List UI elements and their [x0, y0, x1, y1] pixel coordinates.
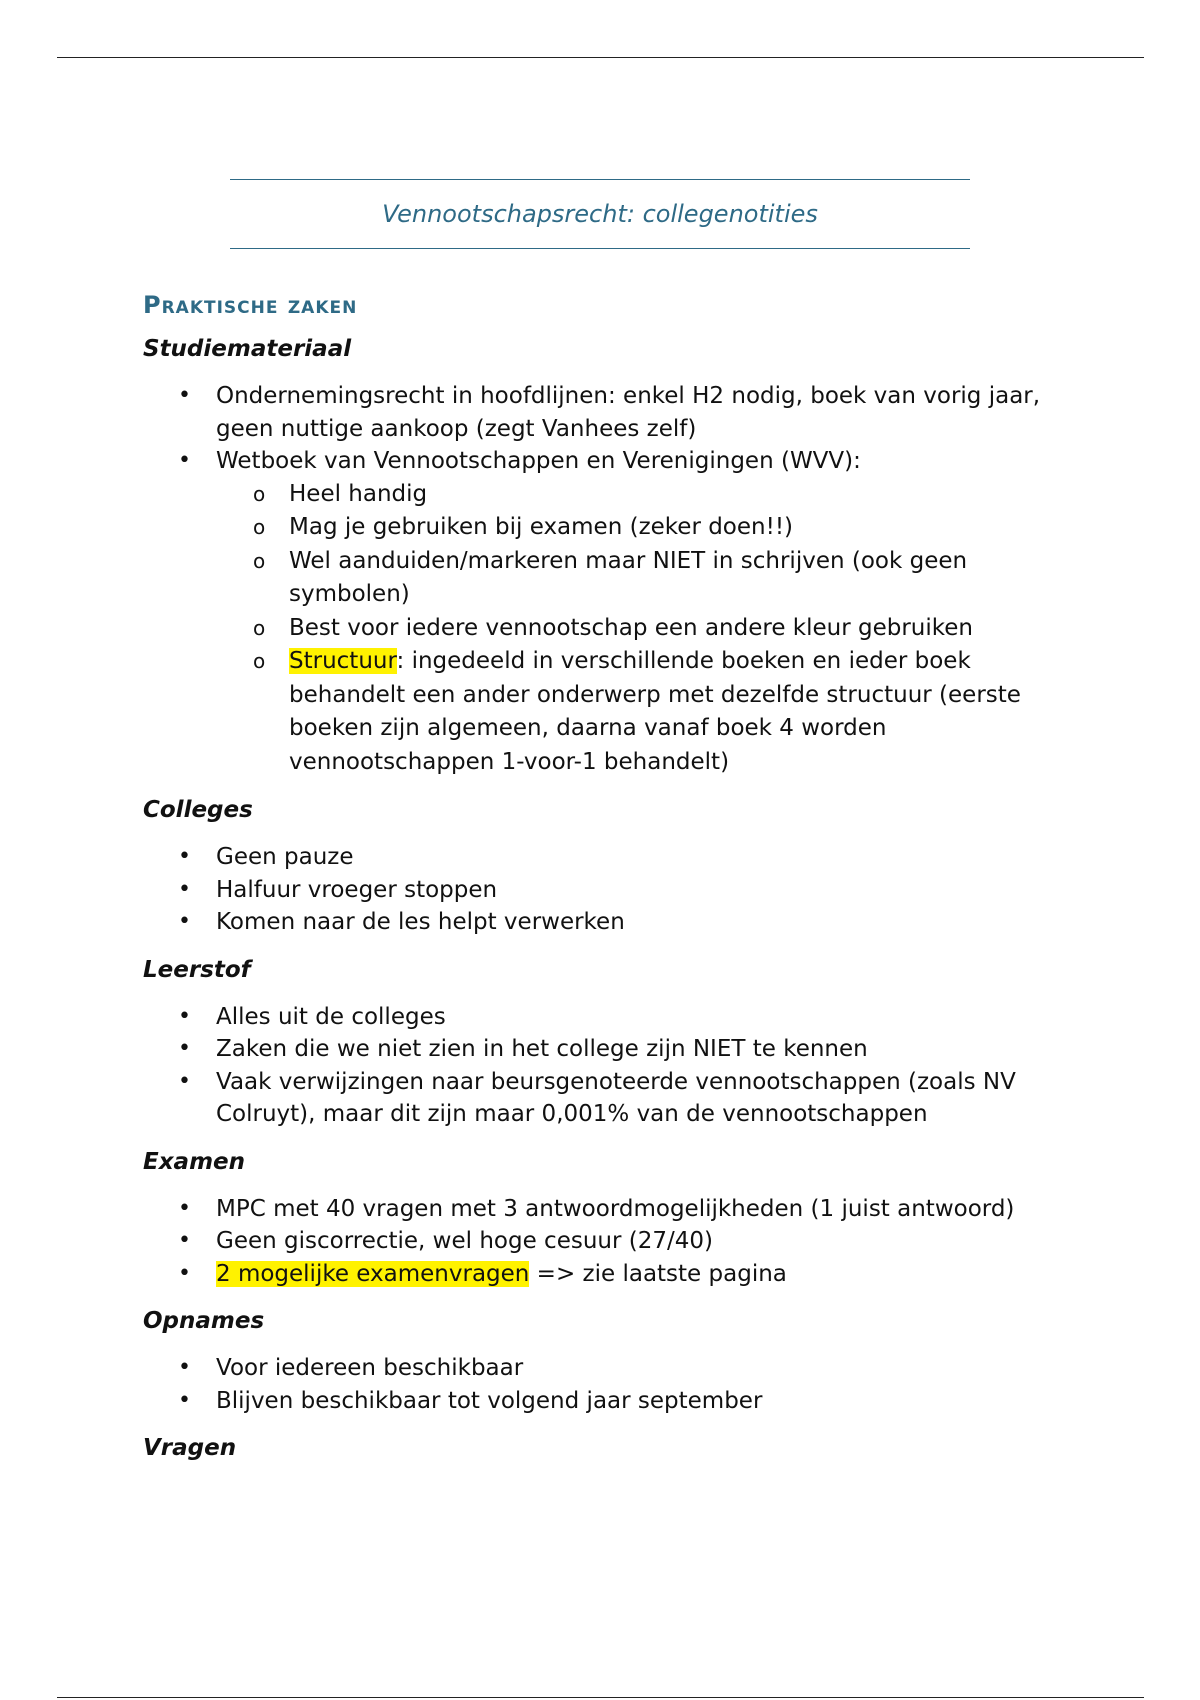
sub-list-item: o Wel aanduiden/markeren maar NIET in schrijven (ook geen symbolen)	[216, 545, 1083, 612]
subsection-heading-opnames: Opnames	[143, 1308, 265, 1334]
list-item: • Zaken die we niet zien in het college zijn NIET te kennen	[143, 1033, 1083, 1066]
document-content	[143, 288, 1083, 1479]
subsection-heading-examen: Examen	[143, 1148, 246, 1175]
subsection-heading-vragen: Vragen	[143, 1435, 237, 1461]
section-heading: Praktische zaken	[143, 291, 358, 319]
sub-list-item: o Structuur: ingedeeld in verschillende boeken en ieder boek behandelt een ander onderwerp met dezelfde structuur (eerste boeken zijn algemeen, daarna vanaf boek 4 worden vennootschappen 1-voor-1 behandelt)	[216, 645, 1083, 779]
list-item: • Wetboek van Vennootschappen en Verenigingen (WVV): o Heel handig o Mag je gebruiken bij examen (zeker doen!!) o Wel aanduiden/markeren maar NIET in schrijven (ook geen symbolen) o Best voor iedere vennootschap een andere kleur gebruiken o Structuur: ingedeeld in verschillende boeken en ieder boek behandelt een ander onderwerp met dezelfde structuur (eerste boeken zijn algemeen, daarna vanaf boek 4 worden vennootschappen 1-voor-1 behandelt)	[143, 445, 1083, 779]
list-item: • Geen pauze	[143, 841, 1083, 874]
title-upper-rule	[230, 179, 970, 180]
list-item: • Alles uit de colleges	[143, 1001, 1083, 1034]
list-item: • Blijven beschikbaar tot volgend jaar september	[143, 1385, 1083, 1418]
list-item: • Vaak verwijzingen naar beursgenoteerde vennootschappen (zoals NV Colruyt), maar dit zijn maar 0,001% van de vennootschappen	[143, 1066, 1083, 1131]
subsection-heading-colleges: Colleges	[143, 797, 253, 823]
list-item: • Voor iedereen beschikbaar	[143, 1352, 1083, 1385]
list-item: • Ondernemingsrecht in hoofdlijnen: enkel H2 nodig, boek van vorig jaar, geen nuttige aankoop (zegt Vanhees zelf)	[143, 380, 1083, 445]
subsection-heading-leerstof: Leerstof	[143, 956, 251, 983]
bullet-list-leerstof	[143, 1001, 1083, 1131]
list-item: • Komen naar de les helpt verwerken	[143, 906, 1083, 939]
bullet-list-studiemateriaal	[143, 380, 1083, 779]
highlighted-text: Structuur	[289, 648, 397, 674]
sub-list-item: o Mag je gebruiken bij examen (zeker doen!!)	[216, 511, 1083, 545]
document-title-block	[230, 179, 970, 249]
sub-list-item: o Heel handig	[216, 478, 1083, 512]
sub-list-item: o Best voor iedere vennootschap een andere kleur gebruiken	[216, 612, 1083, 646]
page-top-rule	[57, 57, 1144, 58]
bullet-list-opnames	[143, 1352, 1083, 1417]
list-item: • MPC met 40 vragen met 3 antwoordmogelijkheden (1 juist antwoord)	[143, 1193, 1083, 1226]
page-bottom-rule	[57, 1697, 1144, 1698]
sub-list-wvv	[216, 478, 1083, 780]
list-item: • Geen giscorrectie, wel hoge cesuur (27/40)	[143, 1225, 1083, 1258]
bullet-list-colleges	[143, 841, 1083, 939]
highlighted-text: 2 mogelijke examenvragen	[216, 1260, 530, 1287]
title-lower-rule	[230, 248, 970, 249]
subsection-heading-studiemateriaal: Studiemateriaal	[143, 336, 352, 362]
list-item: • Halfuur vroeger stoppen	[143, 874, 1083, 907]
list-item: • 2 mogelijke examenvragen => zie laatste pagina	[143, 1258, 1083, 1291]
bullet-list-examen	[143, 1193, 1083, 1291]
document-title: Vennootschapsrecht: collegenotities	[382, 200, 818, 228]
